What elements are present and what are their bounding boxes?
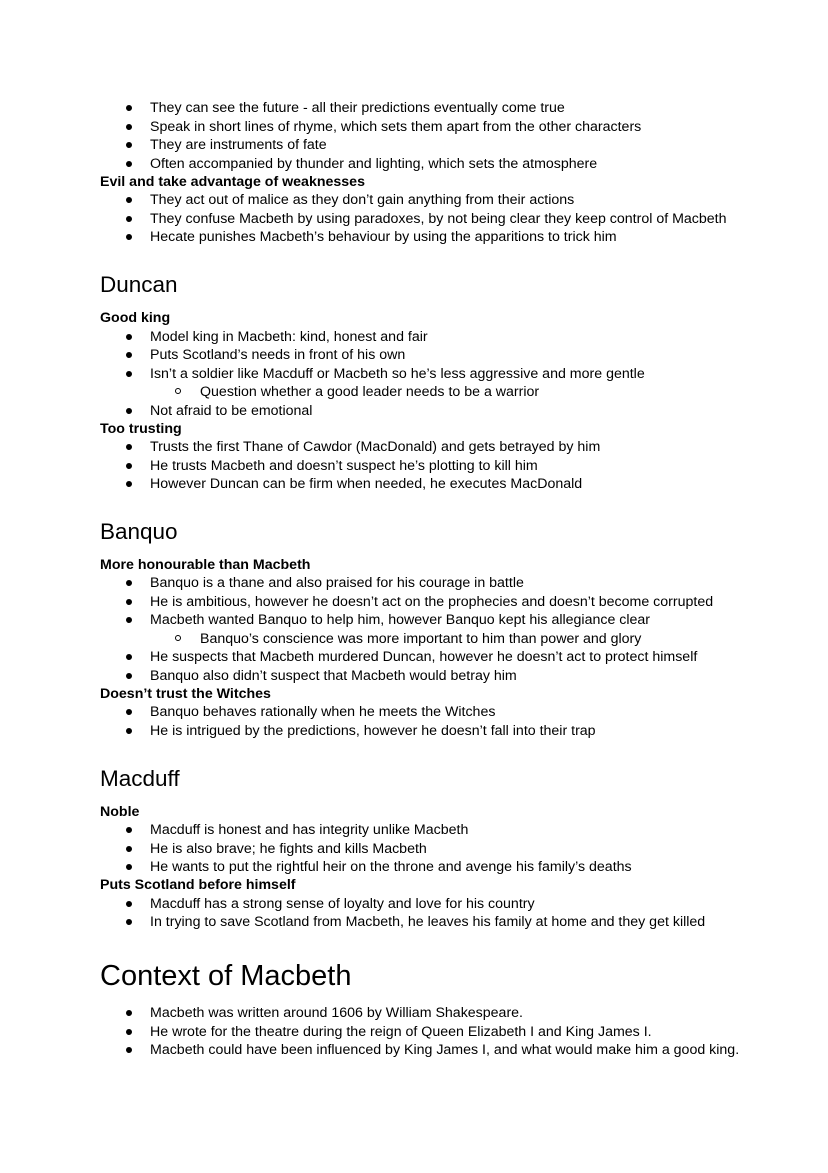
macduff-noble-heading: Noble bbox=[100, 803, 140, 820]
macduff-scotland-point: Macduff has a strong sense of loyalty and love for his country bbox=[150, 895, 535, 912]
duncan-trusting-point: However Duncan can be firm when needed, he executes MacDonald bbox=[150, 476, 583, 492]
banquo-honourable-heading: More honourable than Macbeth bbox=[100, 557, 311, 573]
macduff-noble-point: Macduff is honest and has integrity unlike Macbeth bbox=[150, 822, 469, 838]
macduff-noble-point: He is also brave; he fights and kills Macbeth bbox=[150, 840, 427, 857]
macduff-title: Macduff bbox=[100, 765, 180, 791]
duncan-good-king-point: Puts Scotland’s needs in front of his own bbox=[150, 347, 406, 363]
banquo-title: Banquo bbox=[100, 518, 178, 544]
witches-evil-heading: Evil and take advantage of weaknesses bbox=[100, 174, 365, 190]
witches-point: Often accompanied by thunder and lighting, which sets the atmosphere bbox=[150, 155, 598, 172]
context-point: He wrote for the theatre during the reign of Queen Elizabeth I and King James I. bbox=[150, 1023, 652, 1040]
duncan-good-king-point: Model king in Macbeth: kind, honest and fair bbox=[150, 328, 428, 345]
banquo-honourable-point: He is ambitious, however he doesn’t act on the prophecies and doesn’t become corrupted bbox=[150, 593, 714, 610]
banquo-honourable-point: He suspects that Macbeth murdered Duncan, however he doesn’t act to protect himself bbox=[150, 649, 698, 665]
duncan-title: Duncan bbox=[100, 272, 178, 297]
duncan-trusting-point: Trusts the first Thane of Cawdor (MacDonald) and gets betrayed by him bbox=[150, 439, 601, 455]
witches-evil-point: They confuse Macbeth by using paradoxes, by not being clear they keep control of Macbeth bbox=[150, 210, 727, 227]
duncan-good-king-sub-point: Question whether a good leader needs to be a warrior bbox=[200, 384, 540, 400]
witches-evil-point: They act out of malice as they don’t gain anything from their actions bbox=[150, 192, 575, 208]
context-point: Macbeth could have been influenced by King James I, and what would make him a good king. bbox=[150, 1042, 740, 1058]
duncan-good-king-heading: Good king bbox=[100, 310, 171, 326]
duncan-good-king-point: Not afraid to be emotional bbox=[150, 402, 313, 419]
banquo-witches-heading: Doesn’t trust the Witches bbox=[100, 685, 271, 702]
context-title: Context of Macbeth bbox=[100, 960, 352, 992]
banquo-honourable-sub-point: Banquo’s conscience was more important to him than power and glory bbox=[200, 630, 642, 647]
macduff-noble-point: He wants to put the rightful heir on the throne and avenge his family’s deaths bbox=[150, 859, 632, 875]
witches-point: They are instruments of fate bbox=[150, 137, 327, 153]
banquo-honourable-point: Banquo is a thane and also praised for his courage in battle bbox=[150, 575, 524, 591]
witches-point: Speak in short lines of rhyme, which sets them apart from the other characters bbox=[150, 118, 642, 135]
duncan-good-king-point: Isn’t a soldier like Macduff or Macbeth so he’s less aggressive and more gentle bbox=[150, 365, 645, 382]
witches-point: They can see the future - all their predictions eventually come true bbox=[150, 100, 565, 116]
banquo-witches-point: Banquo behaves rationally when he meets the Witches bbox=[150, 704, 496, 720]
macduff-scotland-point: In trying to save Scotland from Macbeth, he leaves his family at home and they get killed bbox=[150, 914, 706, 930]
duncan-trusting-point: He trusts Macbeth and doesn’t suspect he’s plotting to kill him bbox=[150, 457, 538, 474]
banquo-witches-point: He is intrigued by the predictions, however he doesn’t fall into their trap bbox=[150, 722, 596, 739]
context-point: Macbeth was written around 1606 by William Shakespeare. bbox=[150, 1005, 524, 1021]
duncan-trusting-heading: Too trusting bbox=[100, 420, 182, 437]
macduff-scotland-heading: Puts Scotland before himself bbox=[100, 877, 296, 893]
banquo-honourable-point: Macbeth wanted Banquo to help him, however Banquo kept his allegiance clear bbox=[150, 612, 651, 628]
witches-evil-point: Hecate punishes Macbeth’s behaviour by using the apparitions to trick him bbox=[150, 229, 617, 245]
banquo-honourable-point: Banquo also didn’t suspect that Macbeth would betray him bbox=[150, 667, 517, 684]
